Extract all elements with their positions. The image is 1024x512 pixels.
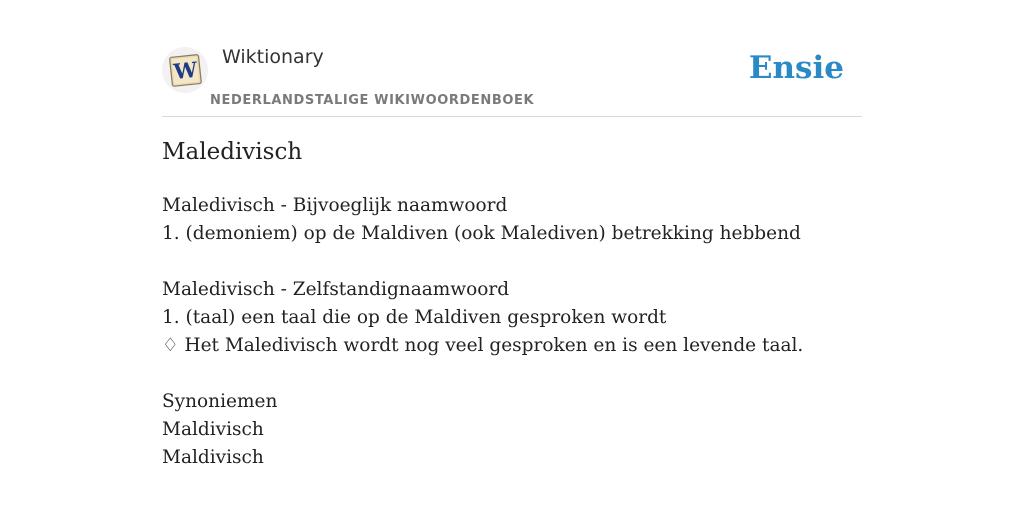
logo-tile-graphic xyxy=(162,47,208,93)
logo-letter: W xyxy=(172,56,199,85)
adjective-definition: 1. (demoniem) op de Maldiven (ook Malediven) betrekking hebbend xyxy=(162,223,801,244)
spacer xyxy=(162,360,803,388)
page-container xyxy=(162,0,862,468)
adjective-heading: Maledivisch - Bijvoeglijk naamwoord xyxy=(162,195,508,216)
spacer xyxy=(162,248,803,276)
site-header xyxy=(162,0,862,117)
noun-definition: 1. (taal) een taal die op de Maldiven gesproken wordt xyxy=(162,307,667,328)
wiktionary-logo-icon[interactable] xyxy=(162,47,208,93)
noun-example: ♢ Het Maledivisch wordt nog veel gesproken en is een levende taal. xyxy=(162,335,804,356)
site-title[interactable]: Wiktionary xyxy=(222,46,324,68)
synonym-item: Maldivisch xyxy=(162,419,264,440)
ensie-brand-link[interactable]: Ensie xyxy=(748,50,844,86)
site-subtitle: NEDERLANDSTALIGE WIKIWOORDENBOEK xyxy=(210,93,535,108)
page-title: Maledivisch xyxy=(162,139,303,165)
entry-content xyxy=(162,192,803,472)
synonym-item: Maldivisch xyxy=(162,447,264,468)
noun-heading: Maledivisch - Zelfstandignaamwoord xyxy=(162,279,510,300)
synonyms-heading: Synoniemen xyxy=(162,391,278,412)
